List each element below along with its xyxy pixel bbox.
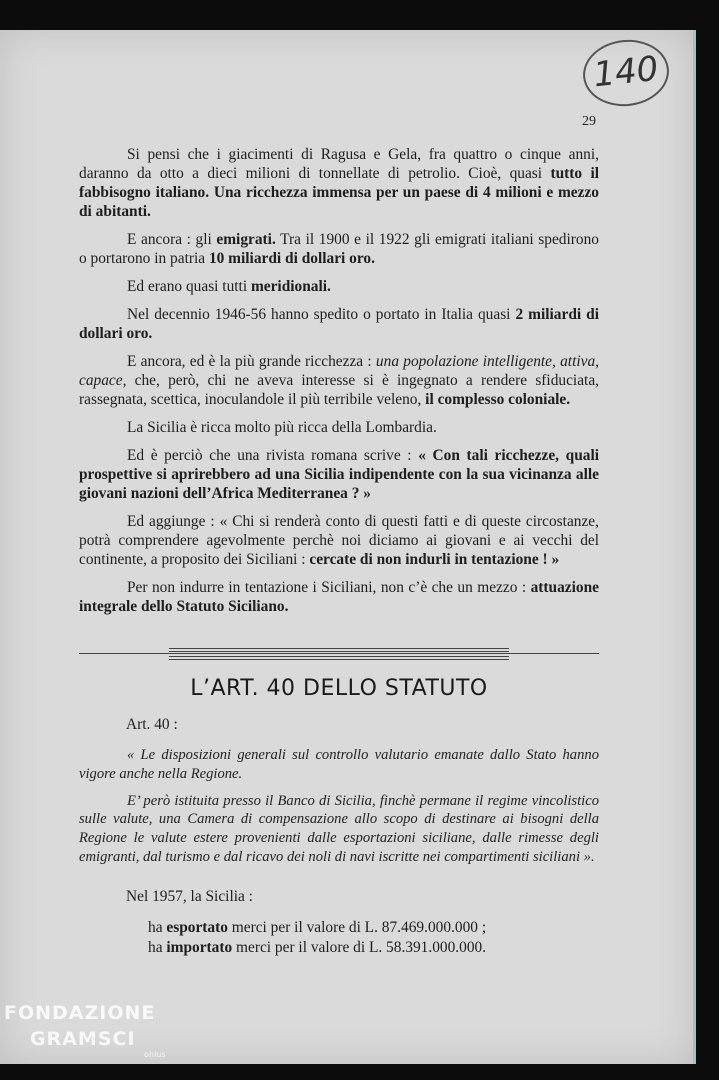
body-text: [79, 145, 599, 616]
text-run: Ed aggiunge : « Chi si renderà conto di questi fatti e di queste circostanze, potrà comprendere agevolmente perchè noi diciamo ai giovani e ai vecchi del continente, a proposito dei Siciliani :: [79, 513, 599, 568]
body-paragraph: [79, 418, 599, 437]
text-run: che, però, chi ne aveva interesse si è ingegnato a rendere sfiduciata, rassegnata, scettica, inoculandole il più terribile veleno,: [79, 372, 599, 408]
bold-text: 2 miliardi di dollari oro.: [79, 306, 599, 342]
archive-stamp: 140: [580, 36, 672, 111]
quote-paragraph: « Le disposizioni generali sul controllo valutario emanate dallo Stato hanno vigore anche nella Regione.: [79, 747, 599, 782]
fondazione-gramsci-watermark: [4, 1002, 165, 1059]
body-paragraph: [79, 230, 599, 268]
quote-paragraph: E’ però istituita presso il Banco di Sicilia, finchè permane il regime vincolistico sulle valute, una Camera di compensazione allo scopo di destinare ai bisogni della Regione le valute estere provenienti dalle esportazioni siciliane, dalle rimesse degli emigranti, dal turismo e dal ricavo dei noli di navi iscritte nei compartimenti siciliani ».: [79, 792, 599, 865]
bold-text: meridionali.: [250, 278, 331, 295]
body-paragraph: [79, 305, 599, 343]
bold-text: emigrati.: [216, 231, 276, 248]
bold-text: cercate di non indurli in tentazione ! »: [309, 551, 560, 568]
year-line: Nel 1957, la Sicilia :: [126, 888, 253, 905]
bold-text: attuazione integrale dello Statuto Siciliano.: [79, 579, 599, 615]
import-line: ha importato merci per il valore di L. 58.391.000.000.: [148, 939, 487, 956]
watermark-line-2: GRAMSCI: [30, 1028, 136, 1050]
text-run: Ed erano quasi tutti: [127, 278, 251, 295]
bold-text: « Con tali ricchezze, quali prospettive si aprirebbero ad una Sicilia indipendente con la sua vicinanza alle giovani nazioni dell’Africa Mediterranea ? »: [79, 447, 599, 502]
body-paragraph: [79, 446, 599, 503]
body-paragraph: [79, 145, 599, 221]
export-line: ha esportato merci per il valore di L. 87.469.000.000 ;: [148, 919, 487, 936]
italic-text: una popolazione intelligente, attiva, capace,: [79, 353, 599, 389]
page-number: 29: [582, 114, 596, 129]
article-label: Art. 40 :: [126, 716, 178, 733]
body-paragraph: [79, 578, 599, 616]
watermark-line-1: FONDAZIONE: [4, 1002, 156, 1024]
text-run: Nel decennio 1946-56 hanno spedito o portato in Italia quasi: [127, 306, 516, 323]
text-run: Ed è perciò che una rivista romana scrive :: [127, 447, 419, 464]
text-run: Tra il 1900 e il 1922 gli emigrati italiani spedirono o portarono in patria: [79, 231, 599, 267]
body-paragraph: [79, 277, 599, 296]
text-run: Si pensi che i giacimenti di Ragusa e Gela, fra quattro o cinque anni, daranno da otto a dieci milioni di tonnellate di petrolio. Cioè, quasi: [79, 146, 599, 182]
trade-figures: [148, 918, 486, 958]
bold-text: il complesso coloniale.: [425, 391, 571, 408]
bold-text: 10 miliardi di dollari oro.: [208, 250, 375, 267]
text-run: E ancora, ed è la più grande ricchezza :: [127, 353, 376, 370]
text-run: Per non indurre in tentazione i Siciliani, non c’è che un mezzo :: [127, 579, 531, 596]
watermark-line-3: onlus: [144, 1050, 166, 1059]
article-quote: [79, 746, 599, 875]
body-paragraph: [79, 352, 599, 409]
body-paragraph: [79, 512, 599, 569]
bold-text: tutto il fabbisogno italiano. Una ricchezza immensa per un paese di 4 milioni e mezzo di abitanti.: [79, 165, 599, 220]
text-run: La Sicilia è ricca molto più ricca della Lombardia.: [127, 419, 437, 436]
section-divider: [79, 648, 599, 660]
section-title: L’ART. 40 DELLO STATUTO: [190, 676, 488, 701]
text-run: E ancora : gli: [127, 231, 217, 248]
